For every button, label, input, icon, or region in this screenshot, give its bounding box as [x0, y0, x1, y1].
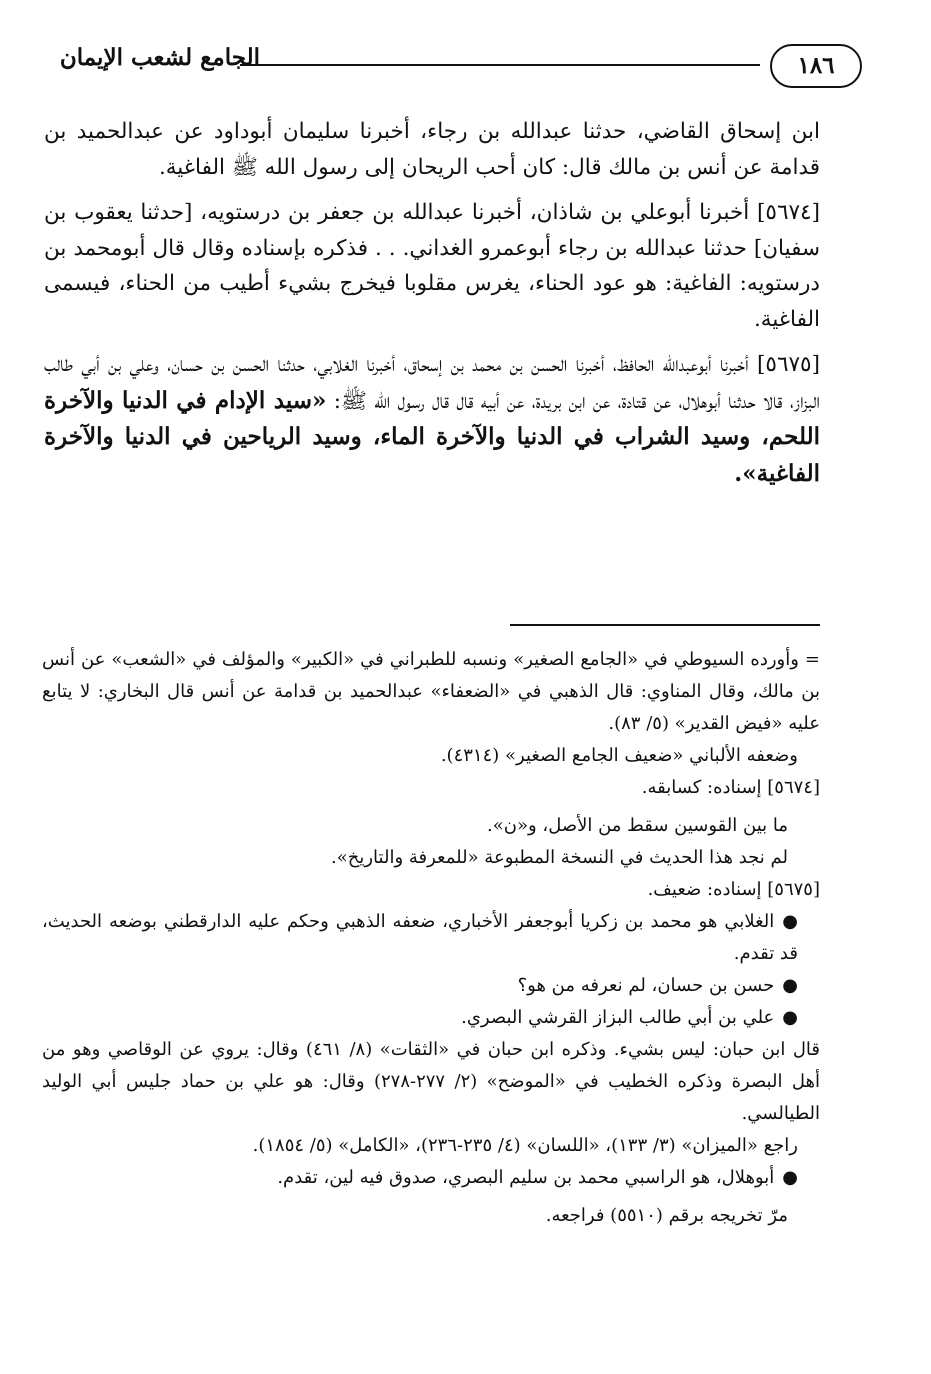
- page-number: ١٨٦: [770, 44, 862, 88]
- footnote-bullet-ghalabi: [42, 906, 820, 970]
- footnote-bullet-text: الغلابي هو محمد بن زكريا أبوجعفر الأخباري، ضعفه الذهبي وحكم عليه الدارقطني بوضعه الحديث، قد تقدم.: [42, 911, 798, 964]
- footnote-not-found-note: لم نجد هذا الحديث في النسخة المطبوعة «للمعرفة والتاريخ».: [330, 847, 788, 868]
- footnote-bullet-text: علي بن أبي طالب البزاز القرشي البصري.: [461, 1007, 775, 1028]
- footnote-bullet-abuhilal: [42, 1162, 820, 1194]
- header-rule: [240, 64, 760, 66]
- footnote-5674-grade: [٥٦٧٤] إسناده: كسابقه.: [641, 777, 820, 798]
- hadith-continuation: ابن إسحاق القاضي، حدثنا عبدالله بن رجاء، أخبرنا سليمان أبوداود عن عبدالحميد بن قدامة عن أنس بن مالك قال: كان أحب الريحان إلى رسول الله ﷺ الفاغية.: [44, 119, 820, 180]
- footnote-bullet-text: حسن بن حسان، لم نعرفه من هو؟: [517, 975, 775, 996]
- footnote-bullet-text: أبوهلال، هو الراسبي محمد بن سليم البصري، صدوق فيه لين، تقدم.: [277, 1167, 775, 1188]
- footnote-bullet-ali: [42, 1002, 820, 1034]
- bullet-dot-icon: ●: [782, 975, 798, 996]
- footnote-continuation: = وأورده السيوطي في «الجامع الصغير» ونسبه للطبراني في «الكبير» والمؤلف في «الشعب» عن أنس بن مالك، وقال المناوي: قال الذهبي في «الضعفاء» عبدالحميد بن قدامة عن أنس قال البخاري: لا يتابع عليه «فيض القدير» (٥/ ٨٣).: [42, 649, 820, 734]
- footnote-cross-reference: مرّ تخريجه برقم (٥٥١٠) فراجعه.: [545, 1205, 788, 1226]
- footnote-references: راجع «الميزان» (٣/ ١٣٣)، «اللسان» (٤/ ٢٣٥-٢٣٦)، «الكامل» (٥/ ١٨٥٤).: [252, 1135, 798, 1156]
- main-text: [44, 114, 820, 502]
- footnote-albani: وضعفه الألباني «ضعيف الجامع الصغير» (٤٣١٤).: [440, 745, 798, 766]
- bullet-dot-icon: ●: [782, 911, 798, 932]
- bullet-dot-icon: ●: [782, 1007, 798, 1028]
- footnote-5675-grade: [٥٦٧٥] إسناده: ضعيف.: [647, 879, 820, 900]
- bullet-dot-icon: ●: [782, 1167, 798, 1188]
- book-title: الجامع لشعب الإيمان: [59, 44, 260, 71]
- footnotes: [42, 644, 820, 1232]
- hadith-5675-matn: «سيد الإدام في الدنيا والآخرة اللحم، وسيد الشراب في الدنيا والآخرة الماء، وسيد الرياحين في الدنيا والآخرة الفاغية».: [44, 386, 820, 487]
- footnote-ibn-hibban: قال ابن حبان: ليس بشيء. وذكره ابن حبان في «الثقات» (٨/ ٤٦١) وقال: يروي عن الوقاصي وهو من أهل البصرة وذكره الخطيب في «الموضح» (٢/ ٢٧٧-٢٧٨) وقال: هو علي بن حماد جليس أبي الوليد الطيالسي.: [42, 1039, 820, 1124]
- footnote-bullet-hasan: [42, 970, 820, 1002]
- page-header: [40, 38, 862, 98]
- footnote-brackets-note: ما بين القوسين سقط من الأصل، و«ن».: [487, 815, 788, 836]
- hadith-5674: [٥٦٧٤] أخبرنا أبوعلي بن شاذان، أخبرنا عبدالله بن جعفر بن درستويه، [حدثنا يعقوب بن سفيان] حدثنا عبدالله بن رجاء أبوعمرو الغداني. . . فذكره بإسناده وقال قال أبومحمد بن درستويه: الفاغية: هو عود الحناء، يغرس مقلوبا فيخرج بشيء أطيب من الحناء، فيسمى الفاغية.: [44, 200, 820, 332]
- footnote-separator: [510, 624, 820, 626]
- hadith-5675: [44, 347, 820, 492]
- hadith-5675-isnad: [٥٦٧٥] أخبرنا أبوعبدالله الحافظ، أخبرنا الحسن بن محمد بن إسحاق، أخبرنا الغلابي، حدثنا الحسن بن حسان، وعلي بن أبي طالب البزاز، قالا حدثنا أبوهلال، عن قتادة، عن ابن بريدة، عن أبيه قال قال رسول الله ﷺ:: [44, 352, 820, 414]
